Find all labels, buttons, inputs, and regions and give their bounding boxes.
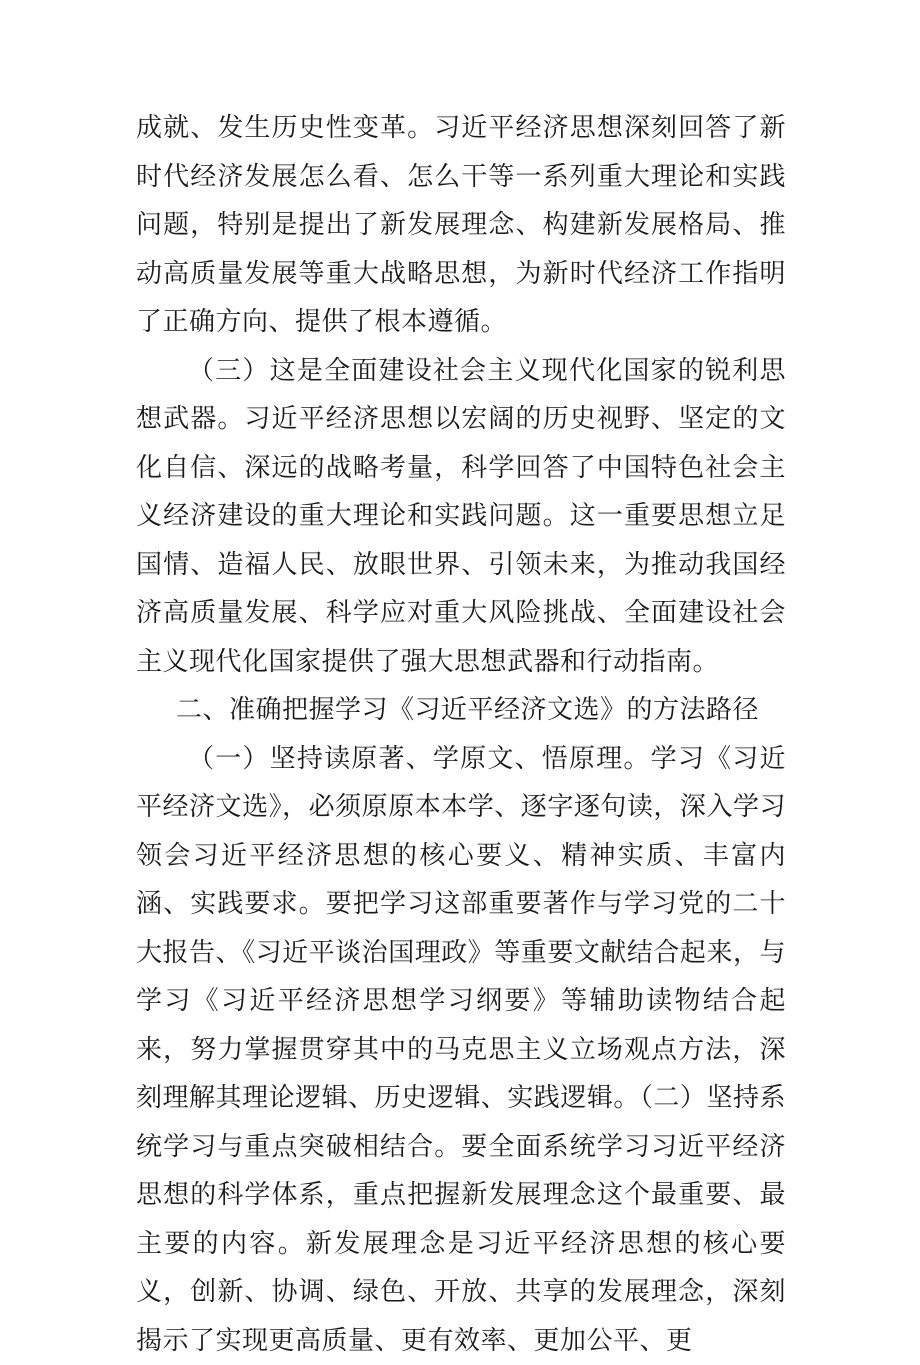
paragraph-continuation: 成就、发生历史性变革。习近平经济思想深刻回答了新时代经济发展怎么看、怎么干等一系列重大理论和实践问题，特别是提出了新发展理念、构建新发展格局、推动高质量发展等重大战略思想，为新时代经济工作指明了正确方向、提供了根本遵循。 xyxy=(136,104,786,347)
paragraph-section-one: （一）坚持读原著、学原文、悟原理。学习《习近平经济文选》，必须原原本本学、逐字逐句读，深入学习领会习近平经济思想的核心要义、精神实质、丰富内涵、实践要求。要把学习这部重要著作与学习党的二十大报告、《习近平谈治国理政》等重要文献结合起来，与学习《习近平经济思想学习纲要》等辅助读物结合起来，努力掌握贯穿其中的马克思主义立场观点方法，深刻理解其理论逻辑、历史逻辑、实践逻辑。（二）坚持系统学习与重点突破相结合。要全面系统学习习近平经济思想的科学体系，重点把握新发展理念这个最重要、最主要的内容。新发展理念是习近平经济思想的核心要义，创新、协调、绿色、开放、共享的发展理念，深刻揭示了实现更高质量、更有效率、更加公平、更 xyxy=(136,735,786,1365)
paragraph-section-three: （三）这是全面建设社会主义现代化国家的锐利思想武器。习近平经济思想以宏阔的历史视野、坚定的文化自信、深远的战略考量，科学回答了中国特色社会主义经济建设的重大理论和实践问题。这一重要思想立足国情、造福人民、放眼世界、引领未来，为推动我国经济高质量发展、科学应对重大风险挑战、全面建设社会主义现代化国家提供了强大思想武器和行动指南。 xyxy=(136,347,786,687)
document-body xyxy=(136,104,786,1365)
section-heading-two: 二、准确把握学习《习近平经济文选》的方法路径 xyxy=(136,686,786,735)
